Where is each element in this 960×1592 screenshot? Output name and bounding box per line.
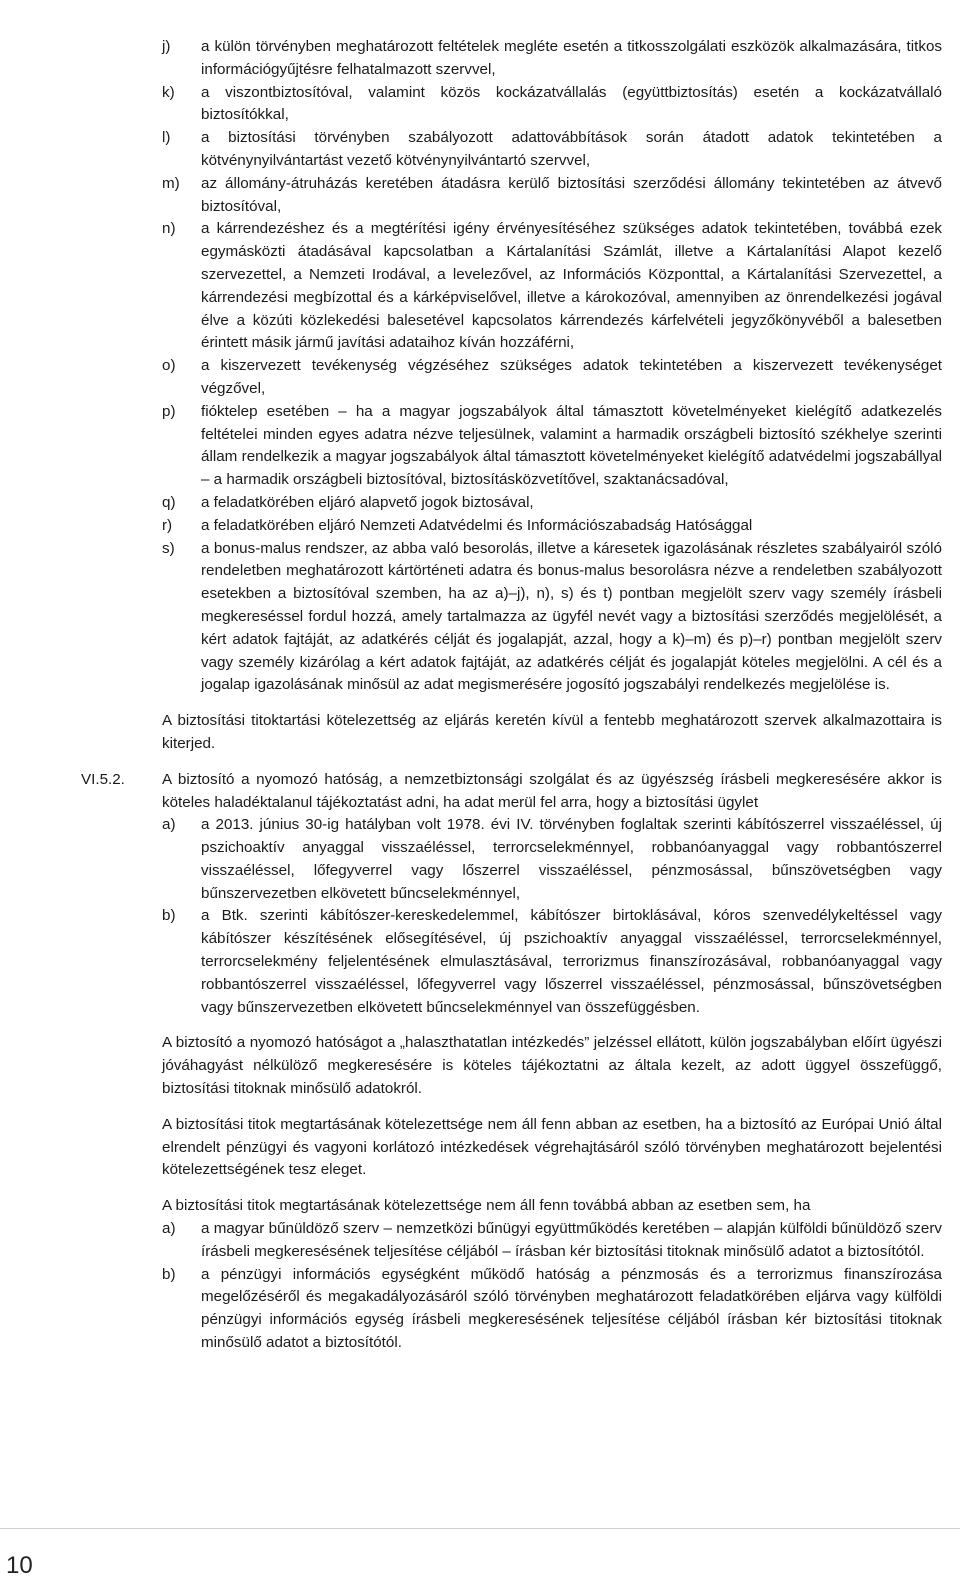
page-number: 10 (6, 1552, 33, 1579)
list-item-text: a kárrendezéshez és a megtérítési igény érvényesítéséhez szükséges adatok tekintetében, továbbá ezek egymásközti átadásával kapcsolatban a Kártalanítási Számlát, illetve a Kártalanítási Alapot kezelő szervezettel, a Nemzeti Irodával, a levelezővel, az Információs Központtal, a Kártalanítási Szervezettel, a kárrendezési megbízottal és a kárképviselővel, illetve a károkozóval, amennyiben az önrendelkezési jogával élve a közúti közlekedési balesetével kapcsolatos kárrendezés kárfelvételi jegyzőkönyvéből a balesetben érintett másik jármű javítási adataihoz kíván hozzáférni, (201, 220, 942, 352)
paragraph-urgent-measure: A biztosító a nyomozó hatóságot a „halaszthatatlan intézkedés” jelzéssel ellátott, külön jogszabályban előírt ügyészi jóváhagyást nélkülöző megkeresésére is köteles tájékoztatni az általa kezelt, az adott üggyel összefüggő, biztosítási titoknak minősülő adatokról. (162, 1034, 942, 1098)
section-number: VI.5.2. (81, 770, 125, 788)
list-item-n (162, 218, 942, 355)
list-item-k (162, 82, 942, 128)
section-vi-5-2 (81, 769, 942, 1020)
list-item-label: k) (162, 83, 175, 101)
list-item-text: a magyar bűnüldöző szerv – nemzetközi bűnügyi együttműködés keretében – alapján külföldi bűnüldöző szerv írásbeli megkeresésének teljesítése céljából – írásban kér biztosítási titoknak minősülő adatot a biztosítótól. (201, 1220, 942, 1260)
list-bottom (162, 1218, 942, 1355)
list-item-text: a pénzügyi információs egységként működő hatóság a pénzmosás és a terrorizmus finanszírozása megelőzéséről és megakadályozásáról szóló törvényben meghatározott feladatkörében eljárva vagy külföldi pénzügyi információs egység írásbeli megkeresésének teljesítése céljából írásban kér biztosítási titoknak minősülő adatot a biztosítótól. (201, 1265, 942, 1352)
list-item-label: p) (162, 402, 176, 420)
list-item-o (162, 355, 942, 401)
footer-divider (0, 1528, 960, 1529)
list-item-r (162, 515, 942, 538)
list-item-label: a) (162, 1220, 176, 1238)
list-item-text: a biztosítási törvényben szabályozott adattovábbítások során átadott adatok tekintetében a kötvénynyilvántartást vezető kötvénynyilvántartó szervvel, (201, 129, 942, 169)
list-item-a (162, 1218, 942, 1264)
list-item-m (162, 173, 942, 219)
list-top (162, 36, 942, 697)
list-item-a (162, 814, 942, 905)
list-item-text: az állomány-átruházás keretében átadásra kerülő biztosítási szerződési állomány tekintetében az átvevő biztosítóval, (201, 174, 942, 215)
list-item-label: q) (162, 493, 176, 511)
list-item-text: a 2013. június 30-ig hatályban volt 1978. évi IV. törvényben foglaltak szerinti kábítószerrel visszaéléssel, új pszichoaktív anyaggal visszaéléssel, terrorcselekménnyel, robbanóanyaggal vagy robbantószerrel visszaéléssel, lőfegyverrel vagy lőszerrel visszaéléssel, pénzmosással, bűnszövetségben vagy bűnszervezetben elkövetett bűncselekménnyel, (201, 816, 942, 902)
list-item-label: b) (162, 1265, 176, 1283)
list-item-l (162, 127, 942, 173)
list-item-p (162, 401, 942, 492)
list-item-b (162, 1264, 942, 1355)
list-item-label: l) (162, 129, 171, 147)
list-item-label: a) (162, 816, 176, 834)
list-item-label: s) (162, 539, 175, 557)
list-item-text: a Btk. szerinti kábítószer-kereskedelemmel, kábítószer birtoklásával, kóros szenvedélykeltéssel vagy kábítószer készítésének elősegítésével, új pszichoaktív anyaggal visszaéléssel, terrorcselekménnyel, terrorcselekmény feljelentésének elmulasztásával, terrorizmus finanszírozásával, robbanóanyaggal vagy robbantószerrel visszaéléssel, lőfegyverrel vagy lőszerrel visszaéléssel, pénzmosással, bűnszövetségben vagy bűnszervezetben elkövetett bűncselekménnyel van összefüggésben. (201, 907, 942, 1016)
list-item-s (162, 538, 942, 698)
paragraph-further-exceptions: A biztosítási titok megtartásának kötelezettsége nem áll fenn továbbá abban az esetben sem, ha (162, 1197, 811, 1215)
list-item-label: n) (162, 220, 176, 238)
list-item-text: a feladatkörében eljáró Nemzeti Adatvédelmi és Információszabadság Hatósággal (201, 516, 753, 534)
list-item-text: fióktelep esetében – ha a magyar jogszabályok által támasztott követelményeket kielégítő adatkezelés feltételei minden egyes adatra nézve teljesülnek, valamint a harmadik országbeli biztosító székhelye szerinti állam rendelkezik a magyar jogszabályok által támasztott követelményeket kielégítő adatvédelmi jogszabállyal – a harmadik országbeli biztosítóval, biztosításközvetítővel, szaktanácsadóval, (201, 402, 942, 489)
list-item-j (162, 36, 942, 82)
list-item-text: a viszontbiztosítóval, valamint közös kockázatvállalás (együttbiztosítás) esetén a kockázatvállaló biztosítókkal, (201, 83, 942, 124)
list-item-label: b) (162, 907, 176, 925)
list-item-text: a bonus-malus rendszer, az abba való besorolás, illetve a káresetek igazolásának részletes szabályairól szóló rendeletben meghatározott kártörténeti adatra és bonus-malus besorolásra nézve a rendeletben szabályozott esetekben a biztosítóval szemben, ha az a)–j), n), s) és t) pontban megjelölt szerv vagy személy írásbeli megkereséssel fordul hozzá, amely tartalmazza az ügyfél nevét vagy a biztosítási szerződés megjelölését, a kért adatok fajtáját, az adatkérés célját és jogalapját, azzal, hogy a k)–m) és p)–r) pontban megjelölt szerv vagy személy kizárólag a kért adatok fajtáját, az adatkérés célját és jogalapját köteles megjelölni. A cél és a jogalap igazolásának minősül az adat megismerésére jogosító jogszabályi rendelkezés megjelölése is. (201, 539, 942, 694)
list-item-label: m) (162, 174, 180, 192)
list-item-text: a külön törvényben meghatározott feltételek megléte esetén a titkosszolgálati eszközök alkalmazására, titkos információgyűjtésre felhatalmazott szervvel, (201, 38, 942, 78)
main-column (81, 36, 942, 1355)
section-intro: A biztosító a nyomozó hatóság, a nemzetbiztonsági szolgálat és az ügyészség írásbeli megkeresésére akkor is köteles haladéktalanul tájékoztatást adni, ha adat merül fel arra, hogy a biztosítási ügylet (162, 770, 942, 811)
list-item-q (162, 492, 942, 515)
list-item-text: a feladatkörében eljáró alapvető jogok biztosával, (201, 493, 534, 511)
paragraph-confidentiality-scope: A biztosítási titoktartási kötelezettség az eljárás keretén kívül a fentebb meghatározott szervek alkalmazottaira is kiterjed. (162, 712, 942, 752)
paragraph-eu-sanctions: A biztosítási titok megtartásának kötelezettsége nem áll fenn abban az esetben, ha a biztosító az Európai Unió által elrendelt pénzügyi és vagyoni korlátozó intézkedések végrehajtásáról szóló törvényben meghatározott bejelentési kötelezettségének tesz eleget. (162, 1115, 942, 1179)
list-item-b (162, 905, 942, 1019)
list-item-text: a kiszervezett tevékenység végzéséhez szükséges adatok tekintetében a kiszervezett tevékenységet végzővel, (201, 357, 942, 397)
list-item-label: r) (162, 516, 173, 534)
list-item-label: o) (162, 357, 176, 375)
list-item-label: j) (162, 38, 171, 55)
